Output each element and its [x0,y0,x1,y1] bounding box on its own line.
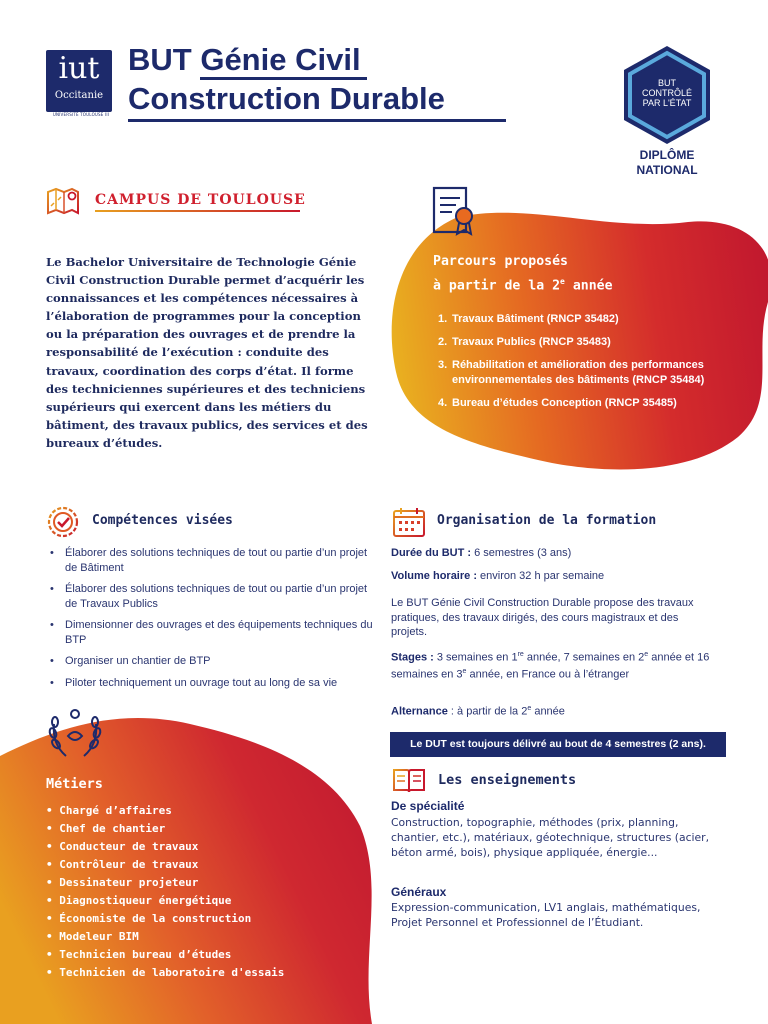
stages-sup: e [462,668,467,676]
parcours-item [438,312,738,327]
parcours-title [433,252,613,296]
volume-label: Volume horaire : [391,570,477,582]
page-title-line1 [128,42,367,78]
duree-line [391,546,731,561]
parcours-title-part: année [564,278,613,294]
title-underlined: Génie Civil [200,42,366,80]
duree-value: 6 semestres (3 ans) [471,547,572,559]
stages-line [391,648,711,682]
intro-paragraph: Le Bachelor Universitaire de Technologie Génie Civil Construction Durable permet d’acquérir les connaissances et les compétences nécessaires à l’élaboration de programmes pour la conception ou la préparation des ouvrages et de prendre la responsabilité de l’exécution : conduite des travaux, coordination des corps d’état. Il forme des techniciennes supérieures et des techniciens supérieurs qui exercent dans les métiers du bâtiment, des travaux publics, des services et des bureaux d’études. [46,255,368,450]
alternance-text: : à partir de la 2 [447,705,528,718]
alternance-line [391,702,731,719]
volume-value: environ 32 h par semaine [476,570,605,582]
title-underline [128,119,506,122]
organisation-title: Organisation de la formation [437,513,657,528]
metier-item: • Conducteur de travaux [46,840,199,853]
metier-item: • Économiste de la construction [46,912,252,925]
stages-label: Stages : [391,651,434,664]
logo-university-text: UNIVERSITÉ TOULOUSE III [52,112,110,117]
calendar-icon [392,506,426,538]
metiers-title: Métiers [46,776,103,792]
parcours-item-text: Bureau d’études Conception (RNCP 35485) [452,397,677,409]
badge-text [626,78,708,108]
parcours-item-number: 4. [438,397,448,409]
organisation-description: Le BUT Génie Civil Construction Durable propose des travaux pratiques, des travaux dirigés, des cours magistraux et des projets. [391,597,694,638]
parcours-item-text: Travaux Bâtiment (RNCP 35482) [452,313,619,325]
competences-title: Compétences visées [92,513,233,528]
parcours-title-line1: Parcours proposés [433,254,568,269]
competence-item: • Organiser un chantier de BTP [50,654,380,669]
metier-item: • Diagnostiqueur énergétique [46,894,232,907]
parcours-title-part: à partir de la 2 [433,278,561,294]
competences-list [50,546,380,697]
parcours-item-number: 3. [438,359,448,371]
alternance-text: année [531,705,565,718]
campus-title: CAMPUS DE TOULOUSE [95,192,306,208]
competence-item: • Élaborer des solutions techniques de tout ou partie d’un projet de Bâtiment [50,546,380,575]
specialite-text: Construction, topographie, méthodes (prix, planning, chantier, etc.), matériaux, géotechnique, structures (acier, béton armé, bois), physique appliquée, énergie... [391,816,710,859]
parcours-title-line2 [433,272,613,296]
logo-main-text: iut [58,51,100,86]
alternance-label: Alternance [391,705,448,718]
generaux-text: Expression-communication, LV1 anglais, mathématiques, Projet Personnel et Professionnel de l’Étudiant. [391,901,701,929]
badge-line1: BUT [658,78,676,88]
badge-line2: CONTRÔLÉ [641,88,692,98]
specialite-heading: De spécialité [391,799,465,813]
parcours-item [438,335,738,350]
diplome-national-label [612,148,722,178]
competence-item: • Élaborer des solutions techniques de tout ou partie d’un projet de Travaux Publics [50,582,380,611]
stages-text: année, en France ou à l’étranger [466,668,630,681]
parcours-item [438,396,738,411]
enseignements-title: Les enseignements [438,772,577,788]
metier-item: • Dessinateur projeteur [46,876,199,889]
stages-sup: re [517,651,524,658]
competence-item: • Piloter techniquement un ouvrage tout au long de sa vie [50,676,380,691]
stages-sup: e [644,651,649,658]
badge-line3: PAR L'ÉTAT [642,98,692,108]
parcours-item-number: 2. [438,336,448,348]
diplome-line1: DIPLÔME [639,148,695,162]
stages-text: 3 semaines en 1 [433,651,518,664]
map-icon [46,186,80,216]
metier-item: • Chargé d’affaires [46,804,172,817]
stages-text: année, 7 semaines en 2 [523,651,645,664]
book-icon [392,766,426,794]
parcours-title-sup: e [560,277,565,286]
metier-item: • Technicien bureau d’études [46,948,232,961]
stages-text: année et 16 semaines en 3 [391,651,710,681]
metiers-list [46,802,346,982]
metier-item: • Modeleur BIM [46,930,139,943]
generaux-heading: Généraux [391,885,447,899]
diplome-line2: NATIONAL [636,163,698,177]
parcours-item-text: Travaux Publics (RNCP 35483) [452,336,611,348]
iut-logo [46,50,112,112]
alternance-sup: e [527,705,532,712]
certificate-icon [432,186,478,236]
competence-item: • Dimensionner des ouvrages et des équipements techniques du BTP [50,618,380,647]
parcours-list [438,312,738,419]
volume-line [391,569,731,584]
parcours-item [438,358,738,388]
logo-sub-text: Occitanie [54,90,104,101]
parcours-item-text: Réhabilitation et amélioration des performances environnementales des bâtiments (RNCP 35484) [452,359,705,386]
title-prefix: BUT [128,42,201,77]
metier-item: • Chef de chantier [46,822,166,835]
metier-item: • Technicien de laboratoire d'essais [46,966,285,979]
parcours-item-number: 1. [438,313,448,325]
metier-item: • Contrôleur de travaux [46,858,199,871]
duree-label: Durée du BUT : [391,547,472,559]
page-title-line2: Construction Durable [128,81,445,116]
dut-notice-banner: Le DUT est toujours délivré au bout de 4 semestres (2 ans). [390,732,726,757]
campus-underline [95,210,300,212]
laurel-icon [46,706,104,762]
medal-check-icon [46,506,80,538]
